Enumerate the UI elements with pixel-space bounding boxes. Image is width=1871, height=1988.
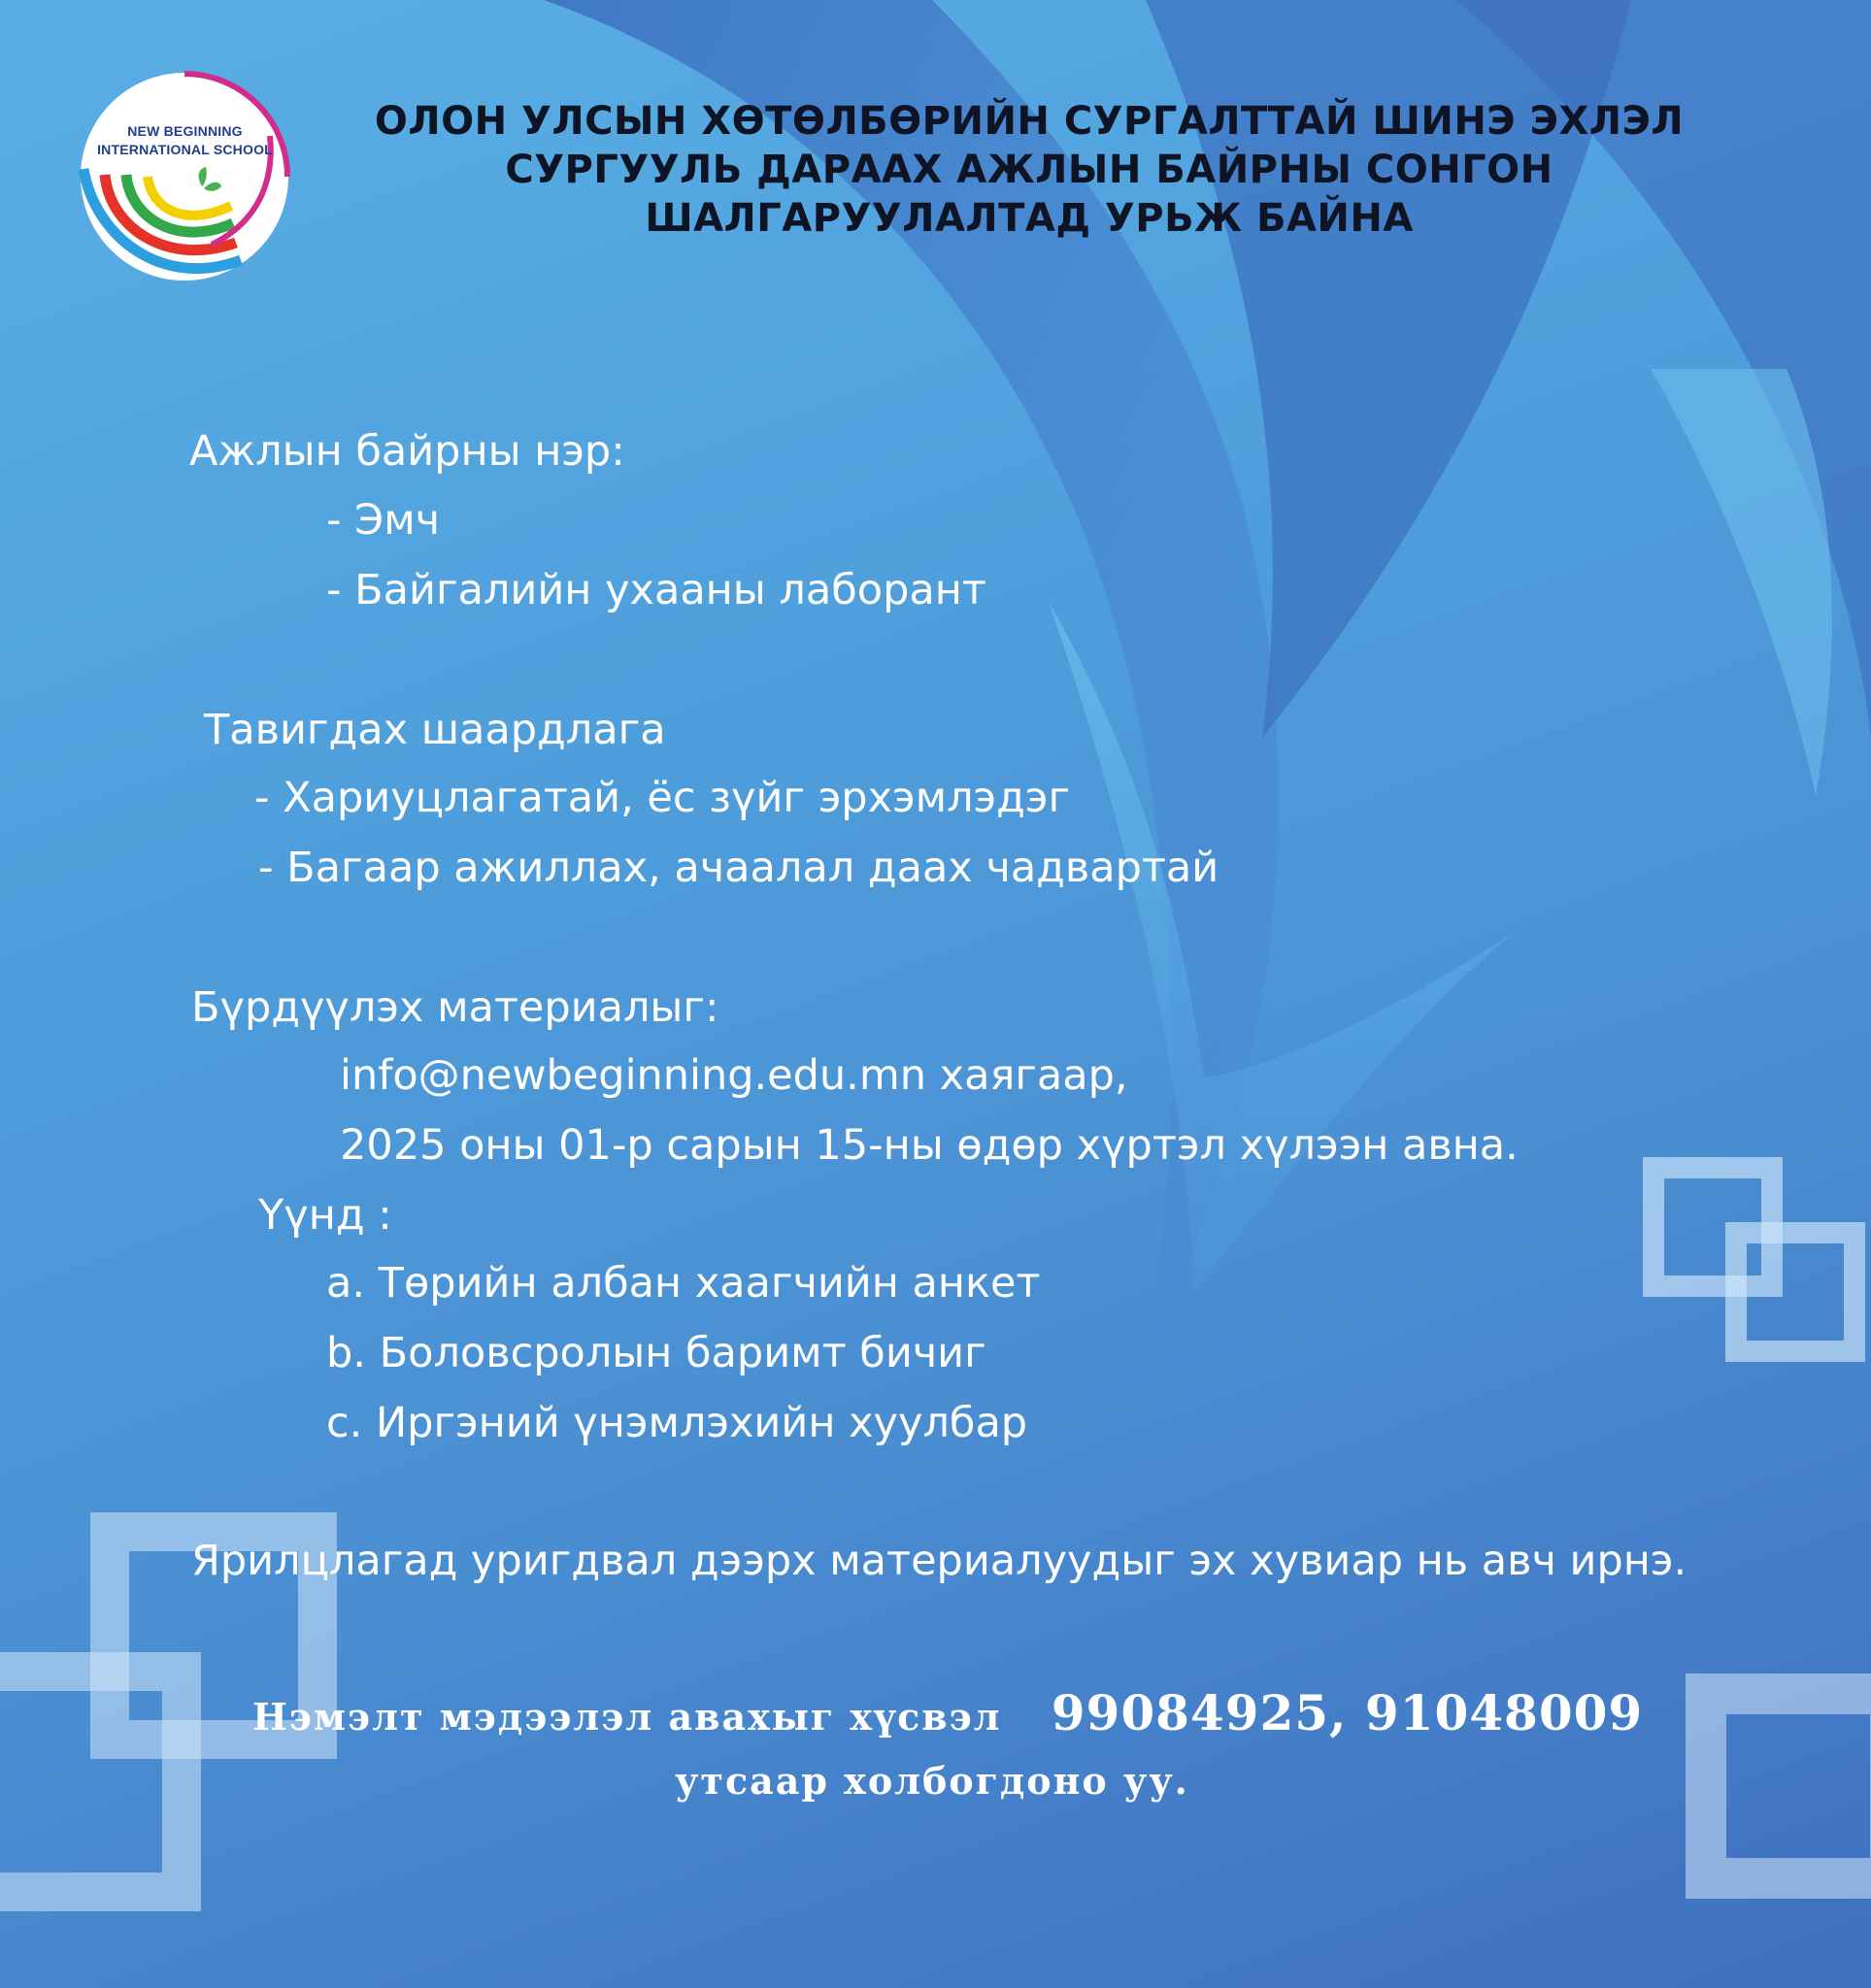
- positions-heading: Ажлын байрны нэр:: [189, 427, 625, 476]
- logo-text: [76, 122, 294, 159]
- logo-line-1: NEW BEGINNING: [127, 123, 243, 139]
- material-item-c: c. Иргэний үнэмлэхийн хуулбар: [326, 1399, 1028, 1447]
- school-logo-icon: [76, 68, 294, 286]
- title-line-2: СУРГУУЛЬ ДАРААХ АЖЛЫН БАЙРНЫ СОНГОН: [505, 148, 1554, 192]
- includes-label: Үүнд :: [258, 1191, 392, 1240]
- deadline-line: 2025 оны 01-р сарын 15-ны өдөр хүртэл хүлээн авна.: [340, 1121, 1519, 1170]
- logo-line-2: INTERNATIONAL SCHOOL: [97, 142, 273, 157]
- position-item-doctor: - Эмч: [326, 496, 441, 545]
- material-item-b: b. Боловсролын баримт бичиг: [326, 1329, 986, 1377]
- contact-phones: 99084925, 91048009: [1051, 1684, 1644, 1741]
- material-item-a: a. Төрийн албан хаагчийн анкет: [326, 1259, 1041, 1308]
- materials-heading: Бүрдүүлэх материалыг:: [191, 983, 719, 1032]
- email-line: info@newbeginning.edu.mn хаягаар,: [340, 1051, 1128, 1100]
- requirements-heading: Тавигдах шаардлага: [204, 706, 666, 754]
- position-item-lab-assistant: - Байгалийн ухааны лаборант: [326, 566, 986, 614]
- contact-line-1: [252, 1684, 1644, 1741]
- title-line-1: ОЛОН УЛСЫН ХӨТӨЛБӨРИЙН СУРГАЛТТАЙ ШИНЭ ЭХЛЭЛ: [374, 99, 1685, 144]
- contact-line-2: утсаар холбогдоно уу.: [675, 1759, 1189, 1803]
- page-title: [291, 97, 1767, 243]
- requirement-item-2: - Багаар ажиллах, ачаалал даах чадвартай: [258, 844, 1219, 892]
- interview-note: Ярилцлагад уригдвал дээрх материалуудыг эх хувиар нь авч ирнэ.: [191, 1537, 1687, 1585]
- title-line-3: ШАЛГАРУУЛАЛТАД УРЬЖ БАЙНА: [645, 196, 1414, 241]
- requirement-item-1: - Хариуцлагатай, ёс зүйг эрхэмлэдэг: [254, 774, 1071, 822]
- contact-text: Нэмэлт мэдээлэл авахыг хүсвэл: [252, 1695, 1002, 1739]
